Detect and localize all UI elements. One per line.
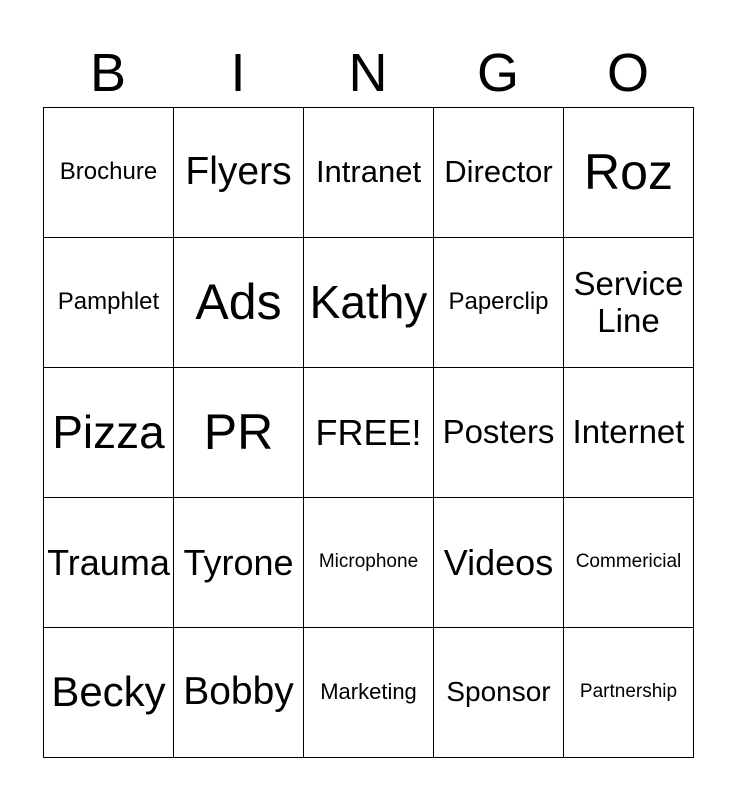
header-letter-g: G	[476, 43, 519, 103]
bingo-cell[interactable]: Intranet	[304, 108, 434, 238]
bingo-cell[interactable]: Bobby	[174, 628, 304, 758]
bingo-cell[interactable]: Trauma	[44, 498, 174, 628]
bingo-cell[interactable]: Partnership	[564, 628, 694, 758]
bingo-cell[interactable]: Videos	[434, 498, 564, 628]
header-letter-o: O	[606, 43, 649, 103]
bingo-cell[interactable]: Internet	[564, 368, 694, 498]
bingo-cell[interactable]: Marketing	[304, 628, 434, 758]
bingo-cell[interactable]: Kathy	[304, 238, 434, 368]
bingo-cell[interactable]: Tyrone	[174, 498, 304, 628]
bingo-cell[interactable]: Pizza	[44, 368, 174, 498]
bingo-cell[interactable]: Brochure	[44, 108, 174, 238]
bingo-header	[43, 40, 693, 106]
bingo-cell[interactable]: Flyers	[174, 108, 304, 238]
header-letter-n: N	[348, 43, 388, 103]
bingo-cell[interactable]: Commericial	[564, 498, 694, 628]
bingo-cell[interactable]: Roz	[564, 108, 694, 238]
bingo-cell[interactable]: Posters	[434, 368, 564, 498]
header-letter-b: B	[89, 43, 127, 103]
bingo-cell[interactable]: PR	[174, 368, 304, 498]
header-letter-i: I	[230, 43, 246, 103]
bingo-cell-free[interactable]: FREE!	[304, 368, 434, 498]
bingo-cell[interactable]: Becky	[44, 628, 174, 758]
bingo-cell[interactable]: Microphone	[304, 498, 434, 628]
bingo-cell[interactable]: Ads	[174, 238, 304, 368]
bingo-board	[43, 107, 694, 758]
bingo-cell[interactable]: Service Line	[564, 238, 694, 368]
bingo-cell[interactable]: Sponsor	[434, 628, 564, 758]
bingo-cell[interactable]: Pamphlet	[44, 238, 174, 368]
bingo-cell[interactable]: Director	[434, 108, 564, 238]
bingo-cell[interactable]: Paperclip	[434, 238, 564, 368]
